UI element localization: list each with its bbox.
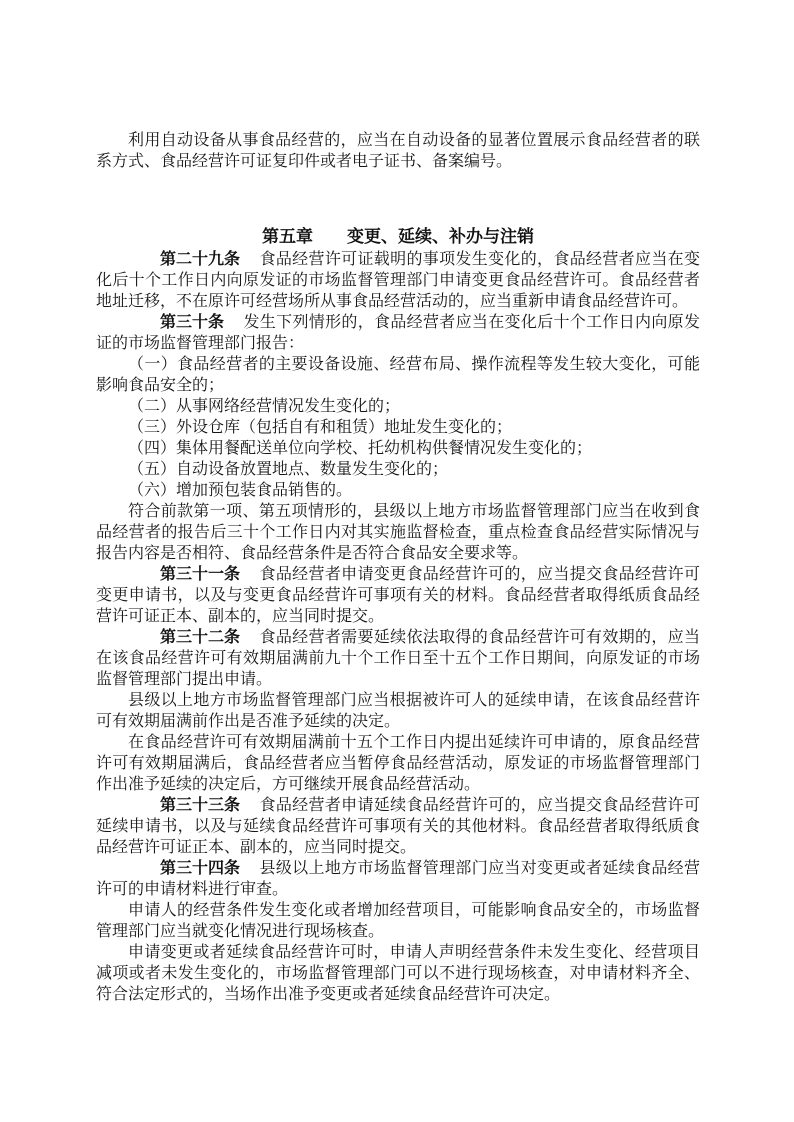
paragraph <box>96 130 700 172</box>
article-label: 第三十二条 <box>160 629 241 646</box>
paragraph <box>96 417 700 438</box>
paragraph-text: 在食品经营许可有效期届满前十五个工作日内提出延续许可申请的，原食品经营许可有效期届满后，食品经营者应当暂停食品经营活动，原发证的市场监督管理部门作出准予延续的决定后，方可继续开展食品经营活动。 <box>96 734 700 793</box>
article-paragraph <box>96 312 700 354</box>
chapter-heading <box>96 226 700 247</box>
paragraph <box>96 690 700 732</box>
paragraph <box>96 459 700 480</box>
paragraph-text: 食品经营者申请变更食品经营许可的，应当提交食品经营许可变更申请书，以及与变更食品经营许可事项有关的材料。食品经营者取得纸质食品经营许可证正本、副本的，应当同时提交。 <box>96 566 700 625</box>
chapter-number: 第五章 <box>262 227 313 246</box>
paragraph-text: （四）集体用餐配送单位向学校、托幼机构供餐情况发生变化的； <box>128 440 593 457</box>
paragraph-text: 县级以上地方市场监督管理部门应当对变更或者延续食品经营许可的申请材料进行审查。 <box>96 860 700 898</box>
chapter-title: 变更、延续、补办与注销 <box>347 227 534 246</box>
article-label: 第三十条 <box>160 314 225 331</box>
paragraph-text: 食品经营许可证载明的事项发生变化的，食品经营者应当在变化后十个工作日内向原发证的市场监督管理部门申请变更食品经营许可。食品经营者地址迁移，不在原许可经营场所从事食品经营活动的，应当重新申请食品经营许可。 <box>96 251 700 310</box>
article-label: 第三十三条 <box>160 797 241 814</box>
paragraph-text: 食品经营者申请延续食品经营许可的，应当提交食品经营许可延续申请书，以及与延续食品经营许可事项有关的其他材料。食品经营者取得纸质食品经营许可证正本、副本的，应当同时提交。 <box>96 797 700 856</box>
paragraph <box>96 354 700 396</box>
article-paragraph <box>96 249 700 312</box>
paragraph-text: 利用自动设备从事食品经营的，应当在自动设备的显著位置展示食品经营者的联系方式、食品经营许可证复印件或者电子证书、备案编号。 <box>96 132 700 170</box>
article-paragraph <box>96 795 700 858</box>
article-label: 第三十一条 <box>160 566 241 583</box>
paragraph <box>96 480 700 501</box>
paragraph-text: 县级以上地方市场监督管理部门应当根据被许可人的延续申请，在该食品经营许可有效期届满前作出是否准予延续的决定。 <box>96 692 700 730</box>
paragraph <box>96 900 700 942</box>
document-body <box>96 130 700 1005</box>
paragraph <box>96 942 700 1005</box>
paragraph <box>96 501 700 564</box>
article-paragraph <box>96 564 700 627</box>
article-paragraph <box>96 627 700 690</box>
paragraph-text: 符合前款第一项、第五项情形的，县级以上地方市场监督管理部门应当在收到食品经营者的报告后三十个工作日内对其实施监督检查，重点检查食品经营实际情况与报告内容是否相符、食品经营条件是否符合食品安全要求等。 <box>96 503 700 562</box>
paragraph-text: （六）增加预包装食品销售的。 <box>128 482 353 499</box>
paragraph-text: 申请变更或者延续食品经营许可时，申请人声明经营条件未发生变化、经营项目减项或者未发生变化的，市场监督管理部门可以不进行现场核查，对申请材料齐全、符合法定形式的，当场作出准予变更或者延续食品经营许可决定。 <box>96 944 700 1003</box>
paragraph <box>96 732 700 795</box>
paragraph-text: 申请人的经营条件发生变化或者增加经营项目，可能影响食品安全的，市场监督管理部门应当就变化情况进行现场核查。 <box>96 902 700 940</box>
article-label: 第二十九条 <box>160 251 241 268</box>
paragraph-text: （二）从事网络经营情况发生变化的； <box>128 398 401 415</box>
paragraph-text: 发生下列情形的，食品经营者应当在变化后十个工作日内向原发证的市场监督管理部门报告： <box>96 314 700 352</box>
paragraph-text: （一）食品经营者的主要设备设施、经营布局、操作流程等发生较大变化，可能影响食品安全的； <box>96 356 700 394</box>
paragraph-text: （三）外设仓库（包括自有和租赁）地址发生变化的； <box>128 419 513 436</box>
article-label: 第三十四条 <box>160 860 241 877</box>
paragraph-text: （五）自动设备放置地点、数量发生变化的； <box>128 461 449 478</box>
paragraph <box>96 438 700 459</box>
paragraph-text: 食品经营者需要延续依法取得的食品经营许可有效期的，应当在该食品经营许可有效期届满前九十个工作日至十五个工作日期间，向原发证的市场监督管理部门提出申请。 <box>96 629 700 688</box>
paragraph <box>96 396 700 417</box>
article-paragraph <box>96 858 700 900</box>
